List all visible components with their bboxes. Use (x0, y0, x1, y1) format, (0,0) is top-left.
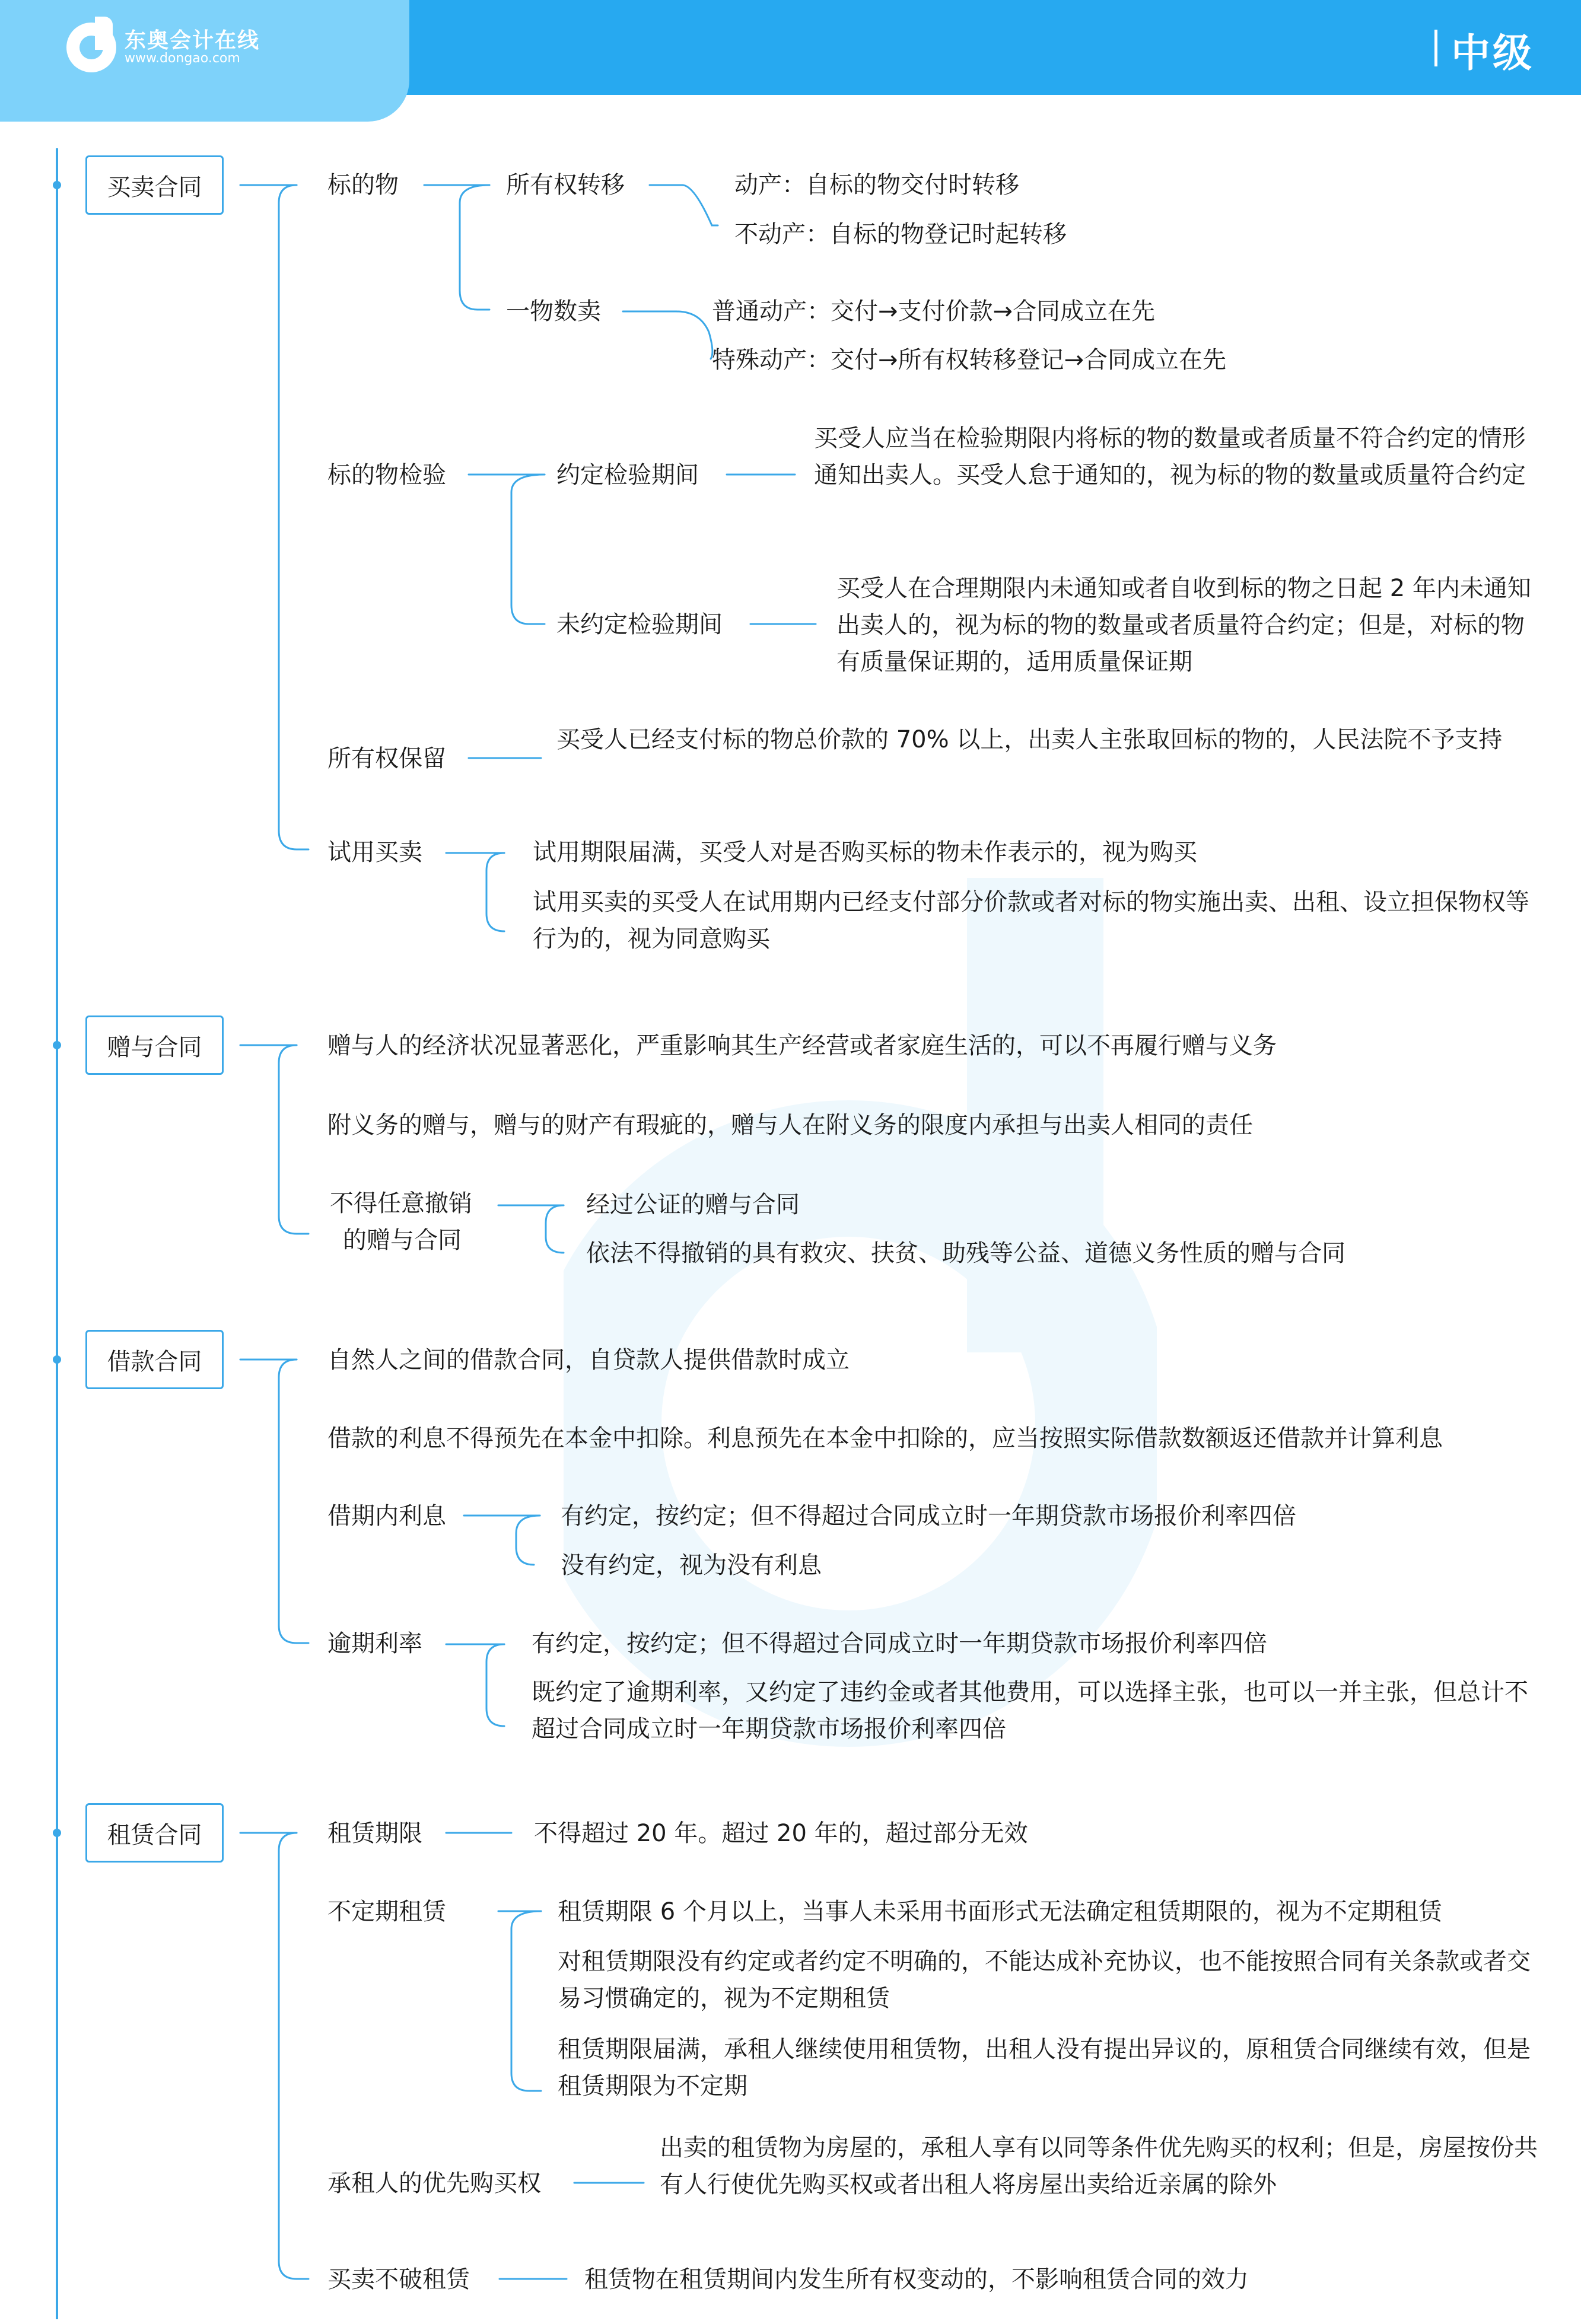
node-budingqi: 不定期租赁 (327, 1898, 446, 1925)
leaf-teshu-dongchan: 特殊动产：交付→所有权转移登记→合同成立在先 (712, 346, 1227, 374)
node-yuqi: 逾期利率 (327, 1630, 422, 1657)
leaf-budingqi-1: 租赁期限 6 个月以上，当事人未采用书面形式无法确定租赁期限的，视为不定期租赁 (558, 1898, 1442, 1925)
leaf-budingqi-2: 对租赁期限没有约定或者约定不明确的，不能达成补充协议，也不能按照合同有关条款或者交易习惯确定的，视为不定期租赁 (558, 1948, 1531, 2012)
node-jianyan: 标的物检验 (327, 461, 446, 489)
section-title-maimai: 买卖合同 (85, 155, 224, 215)
node-busuiyi-line1: 不得任意撤销 (330, 1190, 472, 1217)
node-yueding-qijian: 约定检验期间 (556, 461, 699, 489)
leaf-dongchan: 动产：自标的物交付时转移 (734, 171, 1019, 199)
level-label: 中级 (1451, 30, 1534, 76)
node-biaodewu: 标的物 (327, 171, 399, 199)
section-title-zulin: 租赁合同 (85, 1803, 224, 1863)
leaf-budingqi-3: 租赁期限届满，承租人继续使用租赁物，出租人没有提出异议的，原租赁合同继续有效，但是租赁期限为不定期 (558, 2036, 1531, 2100)
node-yiwu-shumai: 一物数卖 (506, 298, 601, 325)
node-suoyouquan-zhuanyi: 所有权转移 (506, 171, 625, 199)
node-qixian: 租赁期限 (327, 1820, 422, 1847)
section-title-jiekuan: 借款合同 (85, 1330, 224, 1389)
leaf-baoliu-text: 买受人已经支付标的物总价款的 70% 以上，出卖人主张取回标的物的，人民法院不予支持 (556, 726, 1503, 753)
leaf-weiyueding-text: 买受人在合理期限内未通知或者自收到标的物之日起 2 年内未通知出卖人的，视为标的物的数量或者质量符合约定；但是，对标的物有质量保证期的，适用质量保证期 (836, 575, 1531, 676)
leaf-budongchan: 不动产：自标的物登记时起转移 (734, 221, 1067, 248)
leaf-qinei-1: 有约定，按约定；但不得超过合同成立时一年期贷款市场报价利率四倍 (561, 1502, 1296, 1530)
node-maimaipo: 买卖不破租赁 (327, 2266, 470, 2293)
leaf-yueding-text: 买受人应当在检验期限内将标的物的数量或者质量不符合约定的情形通知出卖人。买受人怠于通知的，视为标的物的数量或质量符合约定 (814, 425, 1526, 489)
leaf-putong-dongchan: 普通动产：交付→支付价款→合同成立在先 (712, 298, 1156, 325)
leaf-yuqi-1: 有约定，按约定；但不得超过合同成立时一年期贷款市场报价利率四倍 (532, 1630, 1267, 1657)
node-weiyueding-qijian: 未约定检验期间 (556, 611, 723, 638)
leaf-zengyu-item2: 附义务的赠与，赠与的财产有瑕疵的，赠与人在附义务的限度内承担与出卖人相同的责任 (327, 1112, 1253, 1139)
leaf-youxian-text: 出卖的租赁物为房屋的，承租人享有以同等条件优先购买的权利；但是，房屋按份共有人行使优先购买权或者出租人将房屋出卖给近亲属的除外 (660, 2134, 1538, 2198)
node-shiyong: 试用买卖 (327, 839, 422, 866)
leaf-jiekuan-item2: 借款的利息不得预先在本金中扣除。利息预先在本金中扣除的，应当按照实际借款数额返还借款并计算利息 (327, 1425, 1443, 1452)
node-youxian: 承租人的优先购买权 (327, 2170, 541, 2197)
brand-url: www.dongao.com (125, 51, 240, 66)
leaf-yuqi-2: 既约定了逾期利率，又约定了违约金或者其他费用，可以选择主张，也可以一并主张，但总计不超过合同成立时一年期贷款市场报价利率四倍 (532, 1679, 1528, 1743)
node-baoliu: 所有权保留 (327, 745, 446, 772)
leaf-shiyong-2: 试用买卖的买受人在试用期内已经支付部分价款或者对标的物实施出卖、出租、设立担保物权等行为的，视为同意购买 (533, 889, 1529, 953)
brand-name: 东奥会计在线 (125, 28, 260, 53)
leaf-maimaipo-text: 租赁物在租赁期间内发生所有权变动的，不影响租赁合同的效力 (584, 2266, 1249, 2293)
leaf-gongzheng: 经过公证的赠与合同 (586, 1191, 800, 1218)
leaf-qinei-2: 没有约定，视为没有利息 (561, 1552, 822, 1579)
leaf-zengyu-item1: 赠与人的经济状况显著恶化，严重影响其生产经营或者家庭生活的，可以不再履行赠与义务 (327, 1032, 1277, 1059)
leaf-qixian-text: 不得超过 20 年。超过 20 年的，超过部分无效 (534, 1820, 1028, 1847)
node-busuiyi-line2: 的赠与合同 (343, 1227, 462, 1254)
leaf-jiekuan-item1: 自然人之间的借款合同，自贷款人提供借款时成立 (327, 1346, 850, 1374)
leaf-yifa: 依法不得撤销的具有救灾、扶贫、助残等公益、道德义务性质的赠与合同 (586, 1240, 1345, 1267)
section-title-zengyu: 赠与合同 (85, 1015, 224, 1075)
leaf-shiyong-1: 试用期限届满，买受人对是否购买标的物未作表示的，视为购买 (533, 839, 1197, 866)
node-qinei: 借期内利息 (327, 1502, 446, 1530)
